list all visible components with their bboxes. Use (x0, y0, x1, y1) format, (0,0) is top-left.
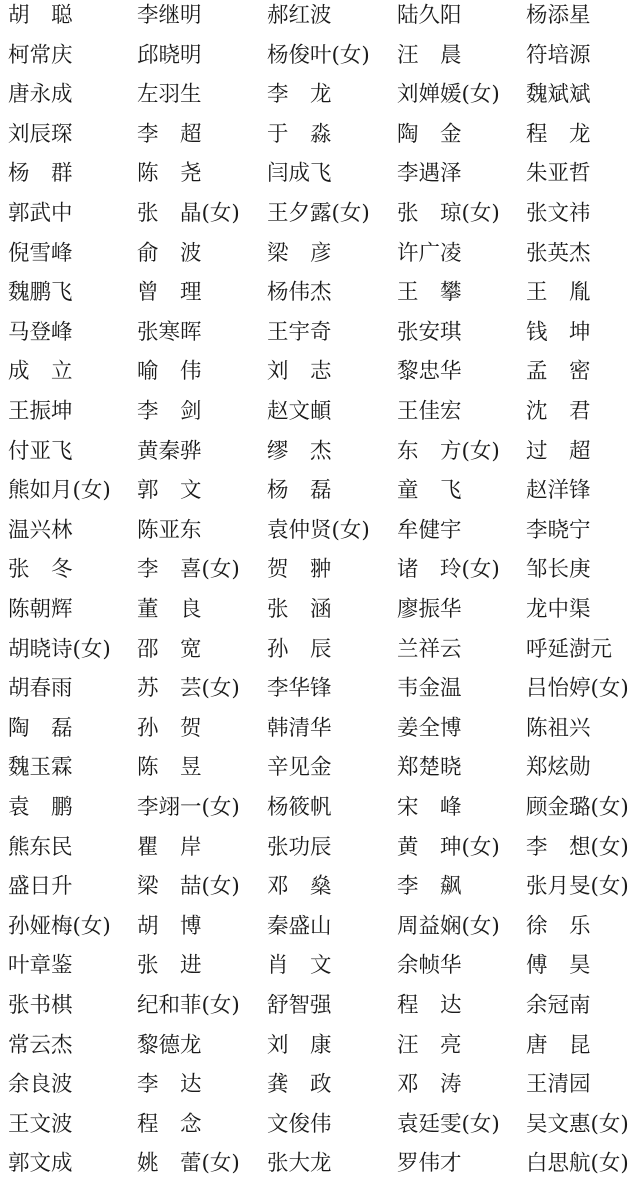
name-entry: 陶 磊 (8, 715, 73, 741)
name-entry: 王文波 (8, 1111, 73, 1137)
name-entry: 左羽生 (137, 82, 202, 108)
name-entry: 唐永成 (8, 82, 73, 108)
name-entry: 胡晓诗(女) (8, 636, 111, 662)
name-entry: 符培源 (526, 42, 591, 68)
name-entry: 杨俊叶(女) (267, 42, 370, 68)
name-entry: 温兴林 (8, 517, 73, 543)
name-row (0, 951, 637, 991)
name-entry: 韦金温 (397, 676, 462, 702)
name-entry: 柯常庆 (8, 42, 73, 68)
name-entry: 程 龙 (526, 121, 591, 147)
name-entry: 郭武中 (8, 201, 73, 226)
name-row (0, 1031, 637, 1071)
name-entry: 朱亚哲 (526, 161, 591, 187)
name-entry: 杨 磊 (267, 478, 332, 504)
name-entry: 李 龙 (267, 82, 332, 108)
name-row (0, 357, 637, 397)
name-entry: 瞿 岸 (137, 834, 202, 860)
name-entry: 张 进 (137, 953, 202, 979)
name-entry: 胡 聪 (8, 3, 73, 28)
name-entry: 程 念 (137, 1111, 202, 1137)
name-entry: 赵文頔 (267, 399, 332, 424)
name-entry: 黎忠华 (397, 359, 462, 385)
name-entry: 王宇奇 (267, 319, 332, 345)
name-entry: 梁 彦 (267, 240, 332, 266)
name-entry: 吕怡婷(女) (526, 676, 629, 702)
name-entry: 付亚飞 (8, 438, 73, 464)
name-entry: 程 达 (397, 993, 462, 1018)
name-row (0, 1110, 637, 1150)
name-row (0, 714, 637, 754)
name-row (0, 278, 637, 318)
name-row (0, 833, 637, 873)
name-entry: 王振坤 (8, 399, 73, 424)
name-row (0, 397, 637, 437)
name-entry: 李继明 (137, 3, 202, 28)
name-entry: 袁廷雯(女) (397, 1111, 500, 1137)
name-row (0, 793, 637, 833)
name-entry: 王 攀 (397, 280, 462, 306)
name-entry: 东 方(女) (397, 438, 500, 464)
name-entry: 刘婵媛(女) (397, 82, 500, 108)
name-entry: 陈 昱 (137, 755, 202, 781)
name-entry: 俞 波 (137, 240, 202, 266)
name-entry: 胡春雨 (8, 676, 73, 702)
name-row (0, 555, 637, 595)
name-entry: 张 琼(女) (397, 201, 500, 226)
name-entry: 韩清华 (267, 715, 332, 741)
name-entry: 王清园 (526, 1072, 591, 1098)
name-row (0, 318, 637, 358)
name-entry: 陈祖兴 (526, 715, 591, 741)
name-entry: 陈 尧 (137, 161, 202, 187)
name-entry: 过 超 (526, 438, 591, 464)
name-row (0, 635, 637, 675)
name-row (0, 912, 637, 952)
name-entry: 陈亚东 (137, 517, 202, 543)
name-row (0, 991, 637, 1031)
name-entry: 赵洋锋 (526, 478, 591, 504)
name-row (0, 199, 637, 239)
name-entry: 钱 坤 (526, 319, 591, 345)
name-entry: 龙中渠 (526, 597, 591, 622)
name-entry: 李遇泽 (397, 161, 462, 187)
name-entry: 郭文成 (8, 1151, 73, 1177)
name-entry: 罗伟才 (397, 1151, 462, 1177)
name-entry: 吴文惠(女) (526, 1111, 629, 1137)
name-row (0, 872, 637, 912)
name-entry: 缪 杰 (267, 438, 332, 464)
name-entry: 闫成飞 (267, 161, 332, 187)
name-entry: 黄秦骅 (137, 438, 202, 464)
name-entry: 辛见金 (267, 755, 332, 781)
name-entry: 张功辰 (267, 834, 332, 860)
name-entry: 宋 峰 (397, 795, 462, 820)
name-entry: 余帧华 (397, 953, 462, 979)
name-entry: 孟 密 (526, 359, 591, 385)
name-row (0, 674, 637, 714)
name-entry: 邓 燊 (267, 874, 332, 900)
name-entry: 熊东民 (8, 834, 73, 860)
name-entry: 成 立 (8, 359, 73, 385)
name-entry: 张 冬 (8, 557, 73, 583)
name-entry: 盛日升 (8, 874, 73, 900)
name-row (0, 437, 637, 477)
name-entry: 张文祎 (526, 201, 591, 226)
name-entry: 魏鹏飞 (8, 280, 73, 306)
name-entry: 童 飞 (397, 478, 462, 504)
name-row (0, 1070, 637, 1110)
name-entry: 陈朝辉 (8, 597, 73, 622)
name-row (0, 80, 637, 120)
name-entry: 喻 伟 (137, 359, 202, 385)
name-entry: 李 喜(女) (137, 557, 240, 583)
name-entry: 汪 晨 (397, 42, 462, 68)
name-entry: 沈 君 (526, 399, 591, 424)
name-entry: 倪雪峰 (8, 240, 73, 266)
name-entry: 孙娅梅(女) (8, 913, 111, 939)
name-entry: 魏玉霖 (8, 755, 73, 781)
name-entry: 袁仲贤(女) (267, 517, 370, 543)
name-entry: 兰祥云 (397, 636, 462, 662)
name-entry: 袁 鹏 (8, 795, 73, 820)
name-entry: 汪 亮 (397, 1032, 462, 1058)
name-entry: 李晓宁 (526, 517, 591, 543)
name-entry: 曾 理 (137, 280, 202, 306)
name-entry: 孙 贺 (137, 715, 202, 741)
name-entry: 张 晶(女) (137, 201, 240, 226)
name-row (0, 120, 637, 160)
name-entry: 马登峰 (8, 319, 73, 345)
name-entry: 顾金璐(女) (526, 795, 629, 820)
name-entry: 余良波 (8, 1072, 73, 1098)
name-entry: 郝红波 (267, 3, 332, 28)
name-entry: 张书棋 (8, 993, 73, 1018)
name-entry: 龚 政 (267, 1072, 332, 1098)
name-entry: 李 飙 (397, 874, 462, 900)
name-entry: 傅 昊 (526, 953, 591, 979)
name-entry: 郑炫勋 (526, 755, 591, 781)
name-entry: 熊如月(女) (8, 478, 111, 504)
name-entry: 胡 博 (137, 913, 202, 939)
name-entry: 牟健宇 (397, 517, 462, 543)
name-entry: 李 剑 (137, 399, 202, 424)
name-entry: 杨伟杰 (267, 280, 332, 306)
name-entry: 周益娴(女) (397, 913, 500, 939)
name-entry: 郑楚晓 (397, 755, 462, 781)
name-entry: 肖 文 (267, 953, 332, 979)
name-entry: 呼延澍元 (526, 636, 613, 662)
name-entry: 叶章鉴 (8, 953, 73, 979)
name-entry: 张大龙 (267, 1151, 332, 1177)
name-entry: 张 涵 (267, 597, 332, 622)
name-entry: 杨筱帆 (267, 795, 332, 820)
name-entry: 于 淼 (267, 121, 332, 147)
name-entry: 苏 芸(女) (137, 676, 240, 702)
name-row (0, 476, 637, 516)
name-entry: 唐 昆 (526, 1032, 591, 1058)
name-entry: 李 超 (137, 121, 202, 147)
name-row (0, 159, 637, 199)
name-entry: 魏斌斌 (526, 82, 591, 108)
name-entry: 廖振华 (397, 597, 462, 622)
name-entry: 许广凌 (397, 240, 462, 266)
name-entry: 余冠南 (526, 993, 591, 1018)
name-entry: 刘辰琛 (8, 121, 73, 147)
name-row (0, 1149, 637, 1189)
name-entry: 李 想(女) (526, 834, 629, 860)
name-entry: 黄 珅(女) (397, 834, 500, 860)
name-entry: 常云杰 (8, 1032, 73, 1058)
name-row (0, 595, 637, 635)
name-entry: 刘 康 (267, 1032, 332, 1058)
name-row (0, 41, 637, 81)
name-entry: 邹长庚 (526, 557, 591, 583)
name-entry: 张月旻(女) (526, 874, 629, 900)
name-entry: 杨 群 (8, 161, 73, 187)
name-entry: 邓 涛 (397, 1072, 462, 1098)
name-entry: 秦盛山 (267, 913, 332, 939)
name-entry: 刘 志 (267, 359, 332, 385)
name-entry: 邱晓明 (137, 42, 202, 68)
name-entry: 王佳宏 (397, 399, 462, 424)
name-entry: 姚 蕾(女) (137, 1151, 240, 1177)
name-entry: 孙 辰 (267, 636, 332, 662)
name-entry: 郭 文 (137, 478, 202, 504)
name-entry: 张安琪 (397, 319, 462, 345)
name-entry: 杨添星 (526, 3, 591, 28)
name-entry: 徐 乐 (526, 913, 591, 939)
name-entry: 诸 玲(女) (397, 557, 500, 583)
name-entry: 张英杰 (526, 240, 591, 266)
name-entry: 董 良 (137, 597, 202, 622)
name-row (0, 239, 637, 279)
name-entry: 王 胤 (526, 280, 591, 306)
name-entry: 姜全博 (397, 715, 462, 741)
name-entry: 黎德龙 (137, 1032, 202, 1058)
name-entry: 邵 宽 (137, 636, 202, 662)
name-entry: 李华锋 (267, 676, 332, 702)
name-entry: 陆久阳 (397, 3, 462, 28)
name-entry: 张寒晖 (137, 319, 202, 345)
name-entry: 舒智强 (267, 993, 332, 1018)
name-entry: 纪和菲(女) (137, 993, 240, 1018)
name-row (0, 753, 637, 793)
name-entry: 陶 金 (397, 121, 462, 147)
name-entry: 梁 喆(女) (137, 874, 240, 900)
name-entry: 李 达 (137, 1072, 202, 1098)
name-entry: 李翊一(女) (137, 795, 240, 820)
name-entry: 王夕露(女) (267, 201, 370, 226)
name-row (0, 516, 637, 556)
name-entry: 白思航(女) (526, 1151, 629, 1177)
name-entry: 文俊伟 (267, 1111, 332, 1137)
name-entry: 贺 翀 (267, 557, 332, 583)
name-row (0, 1, 637, 41)
